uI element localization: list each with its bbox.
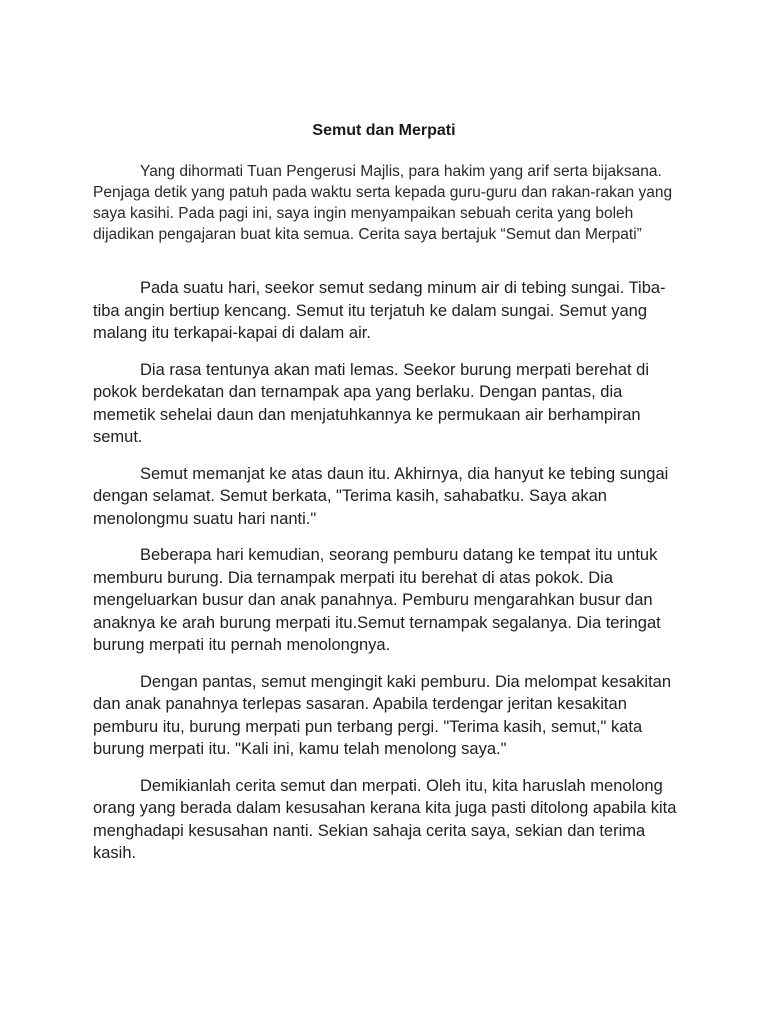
story-body	[93, 277, 683, 879]
story-paragraph-6: Demikianlah cerita semut dan merpati. Oleh itu, kita haruslah menolong orang yang berada dalam kesusahan kerana kita juga pasti ditolong apabila kita menghadapi kesusahan nanti. Sekian sahaja cerita saya, sekian dan terima kasih.	[93, 776, 677, 862]
document-title: Semut dan Merpati	[312, 122, 456, 139]
story-paragraph-5: Dengan pantas, semut mengingit kaki pemburu. Dia melompat kesakitan dan anak panahnya terlepas sasaran. Apabila terdengar jeritan kesakitan pemburu itu, burung merpati pun terbang pergi. "Terima kasih, semut," kata burung merpati itu. "Kali ini, kamu telah menolong saya."	[93, 672, 672, 758]
intro-paragraph: Yang dihormati Tuan Pengerusi Majlis, para hakim yang arif serta bijaksana. Penjaga detik yang patuh pada waktu serta kepada guru-guru dan rakan-rakan yang saya kasihi. Pada pagi ini, saya ingin menyampaikan sebuah cerita yang boleh dijadikan pengajaran buat kita semua. Cerita saya bertajuk “Semut dan Merpati”	[93, 163, 673, 243]
story-paragraph-3: Semut memanjat ke atas daun itu. Akhirnya, dia hanyut ke tebing sungai dengan selamat. Semut berkata, "Terima kasih, sahabatku. Saya akan menolongmu suatu hari nanti."	[93, 464, 669, 528]
story-paragraph-2: Dia rasa tentunya akan mati lemas. Seekor burung merpati berehat di pokok berdekatan dan ternampak apa yang berlaku. Dengan pantas, dia memetik sehelai daun dan menjatuhkannya ke permukaan air berhampiran semut.	[93, 360, 650, 446]
story-paragraph-4: Beberapa hari kemudian, seorang pemburu datang ke tempat itu untuk memburu burung. Dia ternampak merpati itu berehat di atas pokok. Dia mengeluarkan busur dan anak panahnya. Pemburu mengarahkan busur dan anaknya ke arah burung merpati itu.Semut ternampak segalanya. Dia teringat burung merpati itu pernah menolongnya.	[93, 546, 661, 654]
story-paragraph-1: Pada suatu hari, seekor semut sedang minum air di tebing sungai. Tiba-tiba angin bertiup kencang. Semut itu terjatuh ke dalam sungai. Semut yang malang itu terkapai-kapai di dalam air.	[93, 279, 666, 342]
